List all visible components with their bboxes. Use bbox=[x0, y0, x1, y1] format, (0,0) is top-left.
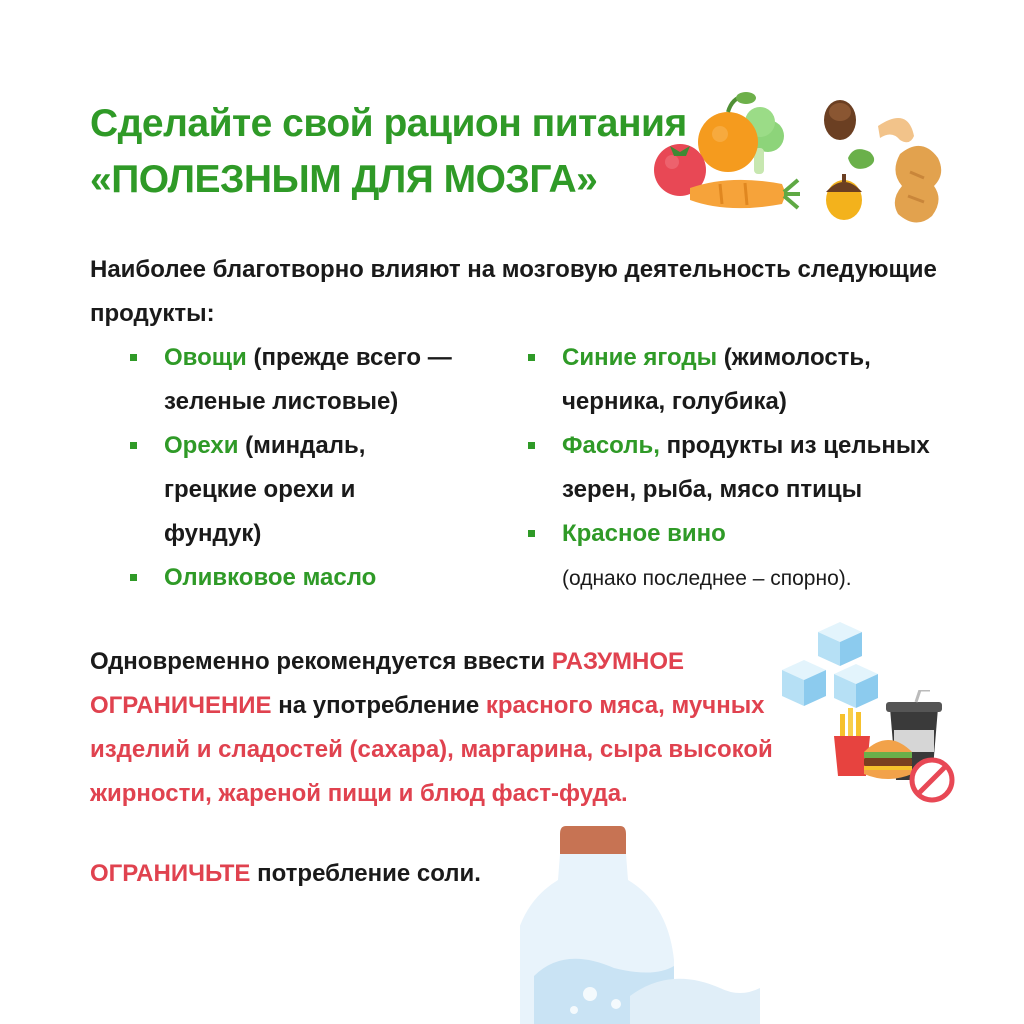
page-title bbox=[90, 96, 687, 208]
limitation-part-1: Одновременно рекомендуется ввести bbox=[90, 648, 552, 675]
list-item-highlight: Орехи bbox=[164, 432, 239, 459]
bullet-icon bbox=[528, 442, 535, 449]
list-item-nuts bbox=[128, 424, 458, 556]
bullet-icon bbox=[130, 574, 137, 581]
list-item-highlight: Синие ягоды bbox=[562, 344, 718, 371]
salt-bottle-icon bbox=[520, 826, 760, 1024]
brain-foods-list-left bbox=[128, 336, 458, 600]
salt-emphasis: ОГРАНИЧЬТЕ bbox=[90, 860, 251, 887]
brain-foods-list-right bbox=[526, 336, 946, 601]
salt-rest: потребление соли. bbox=[250, 860, 481, 887]
list-item-red-wine bbox=[526, 512, 946, 601]
bullet-icon bbox=[130, 354, 137, 361]
limitation-emphasis-2: красного мяса, мучных изделий и сладостей (сахара), маргарина, сыра высокой жирности, жареной пищи и блюд фаст-фуда. bbox=[90, 692, 773, 807]
bullet-icon bbox=[130, 442, 137, 449]
list-item-note: (однако последнее – спорно). bbox=[562, 567, 852, 590]
intro-text: Наиболее благотворно влияют на мозговую деятельность следующие продукты: bbox=[90, 256, 937, 327]
limitation-emphasis-1: РАЗУМНОЕ ОГРАНИЧЕНИЕ bbox=[90, 648, 685, 719]
list-item-text: (прежде всего — зеленые листовые) bbox=[164, 344, 452, 415]
list-item-highlight: Овощи bbox=[164, 344, 247, 371]
salt-text bbox=[90, 852, 481, 896]
list-item-olive-oil bbox=[128, 556, 458, 600]
list-item-text: (миндаль, грецкие орехи и фундук) bbox=[164, 432, 366, 547]
nuts-icon bbox=[818, 96, 948, 226]
title-line-1: Сделайте свой рацион питания bbox=[90, 102, 687, 145]
list-item-highlight: Фасоль, bbox=[562, 432, 660, 459]
list-item-text: (жимолость, черника, голубика) bbox=[562, 344, 871, 415]
list-item-highlight: Оливковое масло bbox=[164, 564, 377, 591]
list-item-blue-berries bbox=[526, 336, 946, 424]
bullet-icon bbox=[528, 354, 535, 361]
bullet-icon bbox=[528, 530, 535, 537]
fast-food-icon bbox=[828, 690, 958, 806]
list-item-vegetables bbox=[128, 336, 458, 424]
list-item-beans bbox=[526, 424, 946, 512]
title-line-2: «ПОЛЕЗНЫМ ДЛЯ МОЗГА» bbox=[90, 158, 598, 201]
list-item-highlight: Красное вино bbox=[562, 520, 726, 547]
no-sign-icon bbox=[912, 760, 952, 800]
limitation-part-2: на употребление bbox=[271, 692, 486, 719]
vegetables-icon bbox=[650, 88, 800, 218]
limitation-text bbox=[90, 640, 810, 816]
list-item-text: продукты из цельных зерен, рыба, мясо птицы bbox=[562, 432, 930, 503]
